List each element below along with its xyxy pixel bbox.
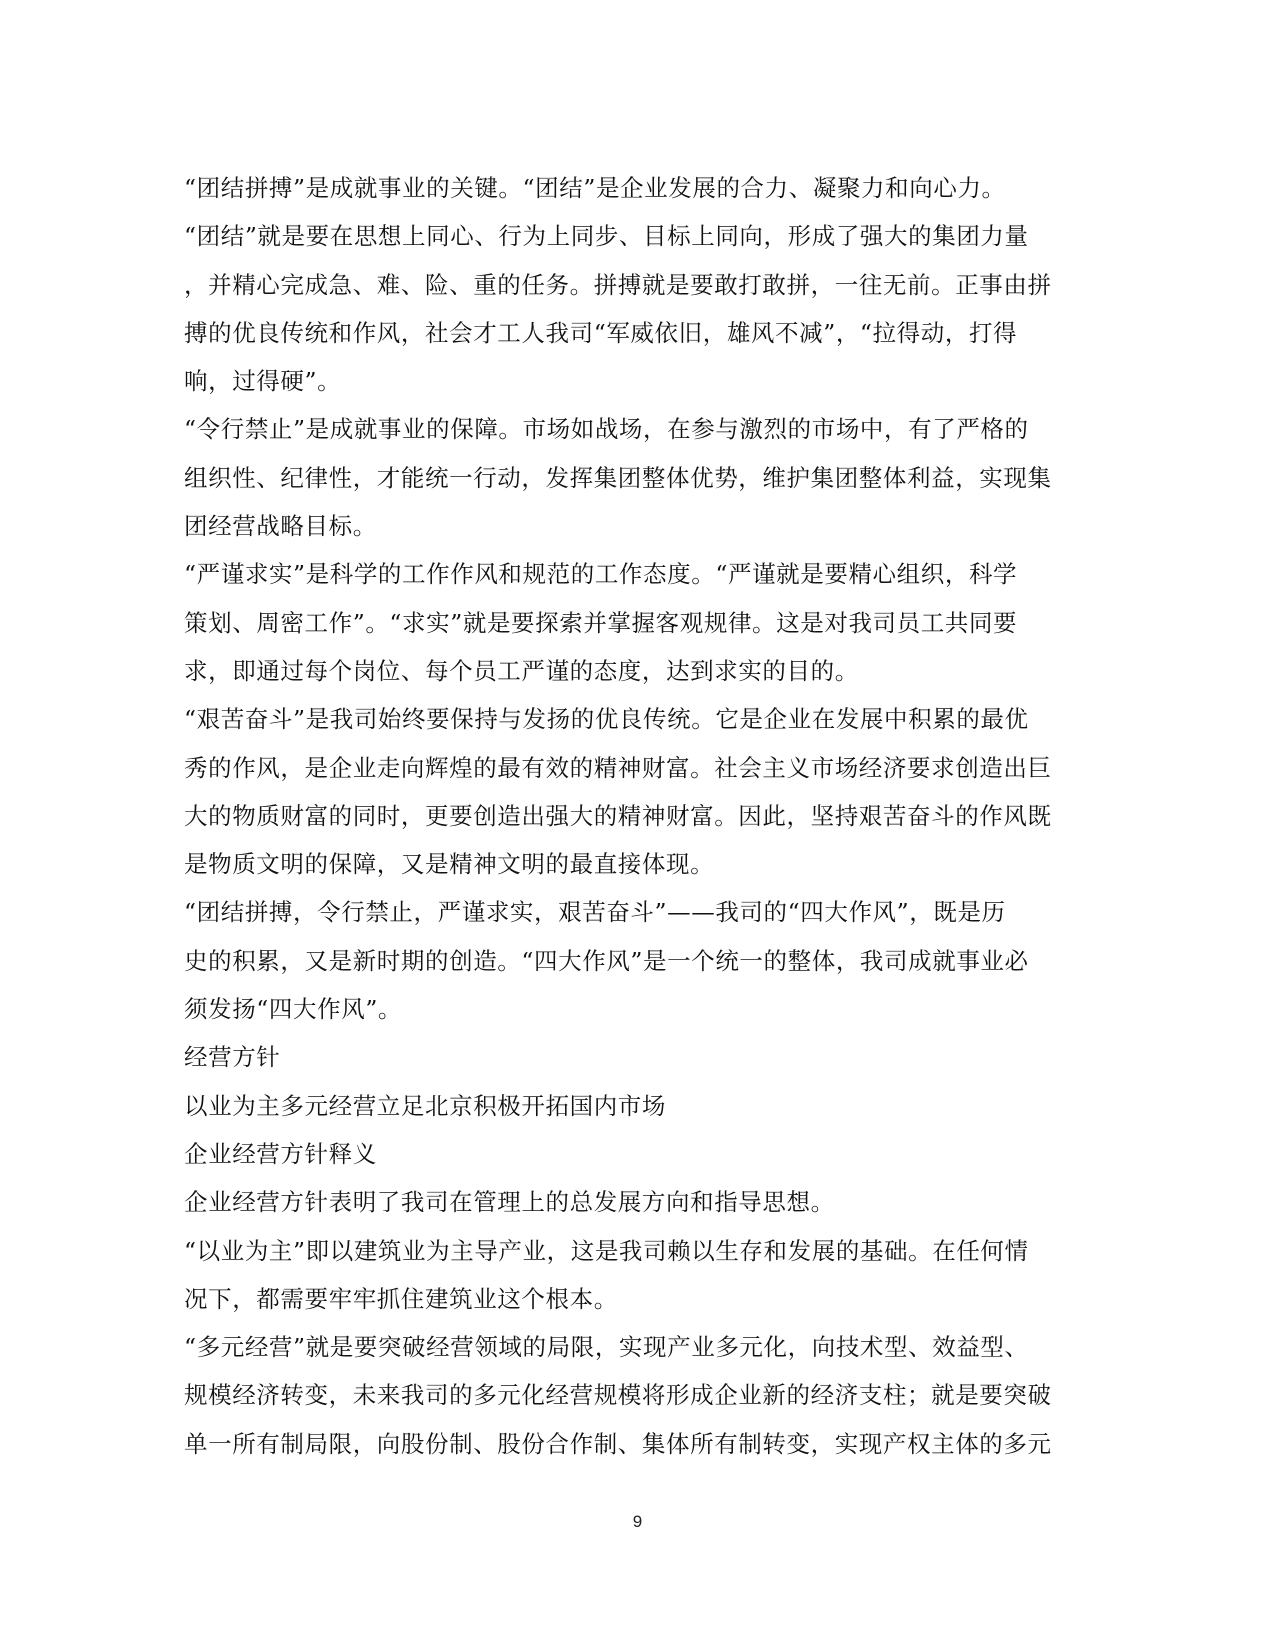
text-line: 团经营战略目标。	[184, 512, 377, 541]
text-line: 大的物质财富的同时，更要创造出强大的精神财富。因此，坚持艰苦奋斗的作风既	[184, 801, 1052, 830]
text-line: 以业为主多元经营立足北京积极开拓国内市场	[184, 1091, 666, 1120]
section-heading: 企业经营方针释义	[184, 1139, 377, 1168]
text-line: 是物质文明的保障，又是精神文明的最直接体现。	[184, 850, 715, 879]
text-line: “严谨求实”是科学的工作作风和规范的工作态度。“严谨就是要精心组织，科学	[184, 560, 1018, 589]
text-line: 单一所有制局限，向股份制、股份合作制、集体所有制转变，实现产权主体的多元	[184, 1429, 1052, 1458]
text-line: 组织性、纪律性，才能统一行动，发挥集团整体优势，维护集团整体利益，实现集	[184, 463, 1052, 492]
text-line: 史的积累，又是新时期的创造。“四大作风”是一个统一的整体，我司成就事业必	[184, 946, 1029, 975]
text-line: ，并精心完成急、难、险、重的任务。拼搏就是要敢打敢拼，一往无前。正事由拼	[184, 270, 1052, 299]
text-line: “以业为主”即以建筑业为主导产业，这是我司赖以生存和发展的基础。在任何情	[184, 1236, 1029, 1265]
text-line: 须发扬“四大作风”。	[184, 995, 403, 1024]
text-line: 规模经济转变，未来我司的多元化经营规模将形成企业新的经济支柱；就是要突破	[184, 1381, 1052, 1410]
section-heading: 经营方针	[184, 1043, 281, 1072]
text-line: 响，过得硬”。	[184, 367, 342, 396]
text-line: 策划、周密工作”。“求实”就是要探索并掌握客观规律。这是对我司员工共同要	[184, 608, 1018, 637]
text-line: “令行禁止”是成就事业的保障。市场如战场，在参与激烈的市场中，有了严格的	[184, 415, 1029, 444]
document-body	[184, 164, 1094, 1468]
text-line: “团结拼搏，令行禁止，严谨求实，艰苦奋斗”——我司的“四大作风”，既是历	[184, 898, 1006, 927]
text-line: 搏的优良传统和作风，社会才工人我司“军威依旧，雄风不减”，“拉得动，打得	[184, 318, 1018, 347]
text-line: 求，即通过每个岗位、每个员工严谨的态度，达到求实的目的。	[184, 656, 859, 685]
text-line: 况下，都需要牢牢抓住建筑业这个根本。	[184, 1284, 618, 1313]
text-line: “团结”就是要在思想上同心、行为上同步、目标上同向，形成了强大的集团力量	[184, 222, 1029, 251]
text-line: “艰苦奋斗”是我司始终要保持与发扬的优良传统。它是企业在发展中积累的最优	[184, 705, 1029, 734]
text-line: 企业经营方针表明了我司在管理上的总发展方向和指导思想。	[184, 1188, 835, 1217]
page-number: 9	[632, 1512, 643, 1531]
text-line: 秀的作风，是企业走向辉煌的最有效的精神财富。社会主义市场经济要求创造出巨	[184, 753, 1052, 782]
text-line: “多元经营”就是要突破经营领域的局限，实现产业多元化，向技术型、效益型、	[184, 1333, 1029, 1362]
text-line: “团结拼搏”是成就事业的关键。“团结”是企业发展的合力、凝聚力和向心力。	[184, 174, 1006, 202]
